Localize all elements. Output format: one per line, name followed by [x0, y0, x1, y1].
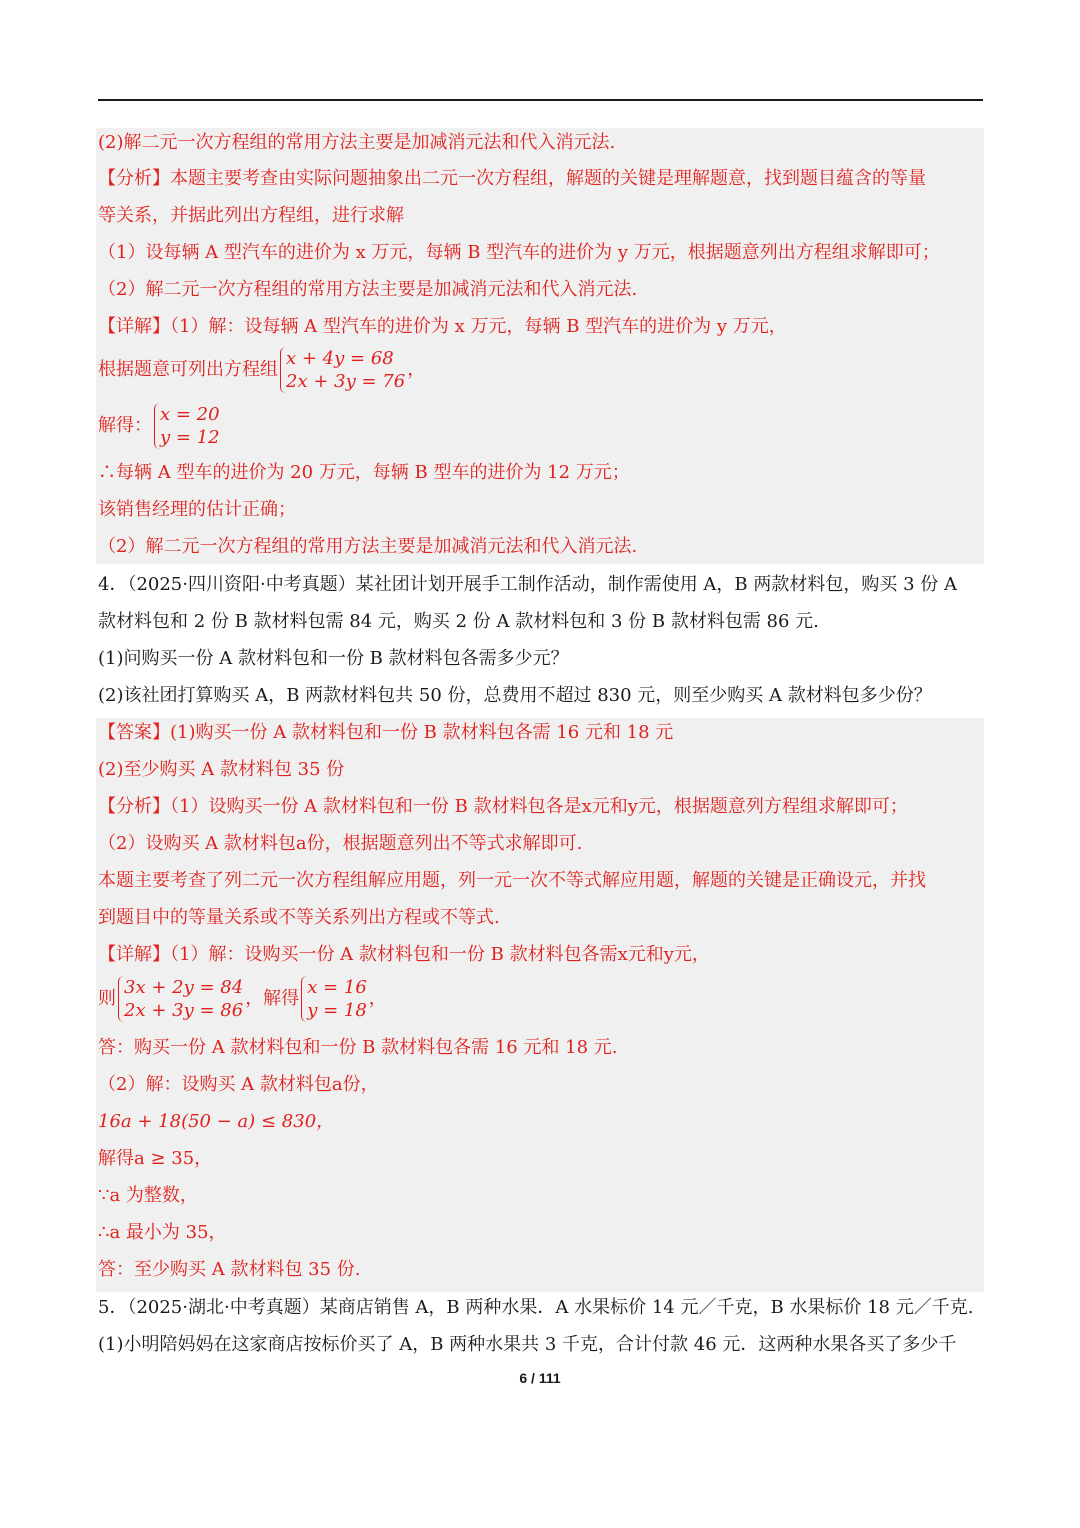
page-number: 6 / 111: [519, 1370, 561, 1386]
equation-system-block: [98, 403, 222, 449]
equation-system: [118, 976, 243, 1022]
equation: y = 12: [160, 427, 220, 448]
eq-suffix: ，: [407, 359, 426, 380]
equation: 3x + 2y = 84: [124, 977, 244, 998]
question-line: 5．（2025·湖北·中考真题）某商店销售 A，B 两种水果．A 水果标价 14 元／千克，B 水果标价 18 元／千克.: [98, 1297, 974, 1318]
equation-system-block: [98, 347, 425, 393]
text-line: 【详解】（1）解：设购买一份 A 款材料包和一份 B 款材料包各需x元和y元，: [98, 944, 710, 965]
text-line: 【分析】（1）设购买一份 A 款材料包和一份 B 款材料包各是x元和y元，根据题意列方程组求解即可；: [98, 796, 908, 817]
text-line: ∴每辆 A 型车的进价为 20 万元，每辆 B 型车的进价为 12 万元；: [98, 462, 630, 483]
equation: x + 4y = 68: [286, 348, 394, 369]
equation-system: [301, 976, 367, 1022]
text-line: （2）解二元一次方程组的常用方法主要是加减消元法和代入消元法.: [98, 536, 638, 557]
eq-suffix: ，: [368, 988, 387, 1009]
text-line: 答：购买一份 A 款材料包和一份 B 款材料包各需 16 元和 18 元.: [98, 1037, 618, 1058]
equation: 2x + 3y = 76: [286, 371, 406, 392]
question-line: 款材料包和 2 份 B 款材料包需 84 元，购买 2 份 A 款材料包和 3 份 B 款材料包需 86 元.: [98, 611, 819, 632]
text-line: （1）设每辆 A 型汽车的进价为 x 万元，每辆 B 型汽车的进价为 y 万元，根据题意列出方程组求解即可；: [98, 242, 940, 263]
question-line: (1)问购买一份 A 款材料包和一份 B 款材料包各需多少元？: [98, 648, 569, 669]
text-line: ∴a 最小为 35，: [98, 1222, 227, 1243]
text-line: (2)至少购买 A 款材料包 35 份: [98, 759, 345, 780]
header-rule: [98, 99, 983, 101]
question-line: (2)该社团打算购买 A，B 两款材料包共 50 份，总费用不超过 830 元，则至少购买 A 款材料包多少份？: [98, 685, 932, 706]
text-line: 【答案】(1)购买一份 A 款材料包和一份 B 款材料包各需 16 元和 18 元: [98, 722, 674, 743]
text-line: ∵a 为整数，: [98, 1185, 198, 1206]
equation: x = 16: [307, 977, 367, 998]
text-line: 等关系，并据此列出方程组，进行求解: [98, 205, 404, 226]
text-line: （2）解：设购买 A 款材料包a份，: [98, 1074, 379, 1095]
eq-prefix: 解得：: [98, 415, 152, 436]
equation: 2x + 3y = 86: [124, 1000, 244, 1021]
question-line: 4．（2025·四川资阳·中考真题）某社团计划开展手工制作活动，制作需使用 A，B 两款材料包，购买 3 份 A: [98, 574, 957, 595]
eq-mid: ，解得: [245, 988, 300, 1009]
text-line: 本题主要考查了列二元一次方程组解应用题，列一元一次不等式解应用题，解题的关键是正确设元，并找: [98, 870, 926, 891]
eq-prefix: 则: [98, 988, 116, 1009]
equation: y = 18: [307, 1000, 367, 1021]
text-line: （2）设购买 A 款材料包a份，根据题意列出不等式求解即可.: [98, 833, 583, 854]
text-line: 【详解】（1）解：设每辆 A 型汽车的进价为 x 万元，每辆 B 型汽车的进价为 y 万元，: [98, 316, 787, 337]
text-line: (2)解二元一次方程组的常用方法主要是加减消元法和代入消元法.: [98, 132, 616, 153]
text-line: 解得a ≥ 35，: [98, 1148, 213, 1169]
inequality-line: 16a + 18(50 − a) ≤ 830，: [98, 1111, 335, 1132]
equation-system-block: [98, 976, 387, 1022]
text-line: （2）解二元一次方程组的常用方法主要是加减消元法和代入消元法.: [98, 279, 638, 300]
text-line: 该销售经理的估计正确；: [98, 499, 296, 520]
text-line: 到题目中的等量关系或不等关系列出方程或不等式.: [98, 907, 500, 928]
equation-system: [280, 347, 405, 393]
eq-prefix: 根据题意可列出方程组: [98, 359, 278, 380]
equation: x = 20: [160, 404, 220, 425]
text-line: 答：至少购买 A 款材料包 35 份.: [98, 1259, 361, 1280]
question-line: (1)小明陪妈妈在这家商店按标价买了 A，B 两种水果共 3 千克，合计付款 46 元．这两种水果各买了多少千: [98, 1334, 957, 1355]
text-line: 【分析】本题主要考查由实际问题抽象出二元一次方程组，解题的关键是理解题意，找到题目蕴含的等量: [98, 168, 926, 189]
equation-system: [154, 403, 220, 449]
